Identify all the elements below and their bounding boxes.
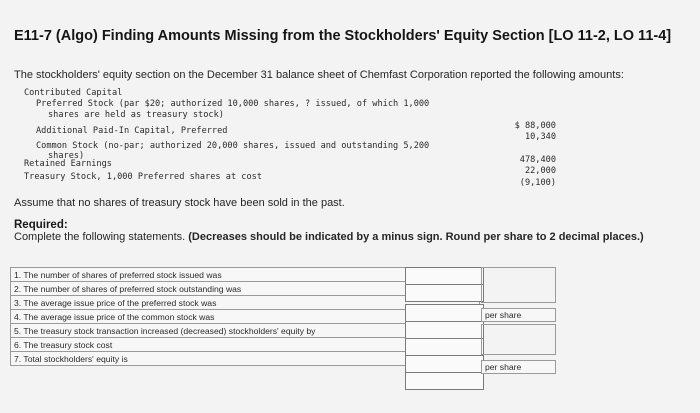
retained-earnings-value: 22,000 bbox=[524, 166, 556, 176]
preferred-stock-value: $ 88,000 bbox=[514, 121, 556, 131]
question-label: 7. Total stockholders' equity is bbox=[11, 352, 480, 366]
question-label: 3. The average issue price of the preferred stock was bbox=[11, 296, 480, 310]
preferred-stock-line2: shares are held as treasury stock) bbox=[48, 110, 224, 120]
retained-earnings-label: Retained Earnings bbox=[24, 159, 112, 169]
answer-input-5[interactable] bbox=[405, 338, 484, 356]
common-stock-line2: shares) bbox=[48, 151, 85, 161]
question-label: 4. The average issue price of the common stock was bbox=[11, 310, 480, 324]
treasury-stock-value: (9,100) bbox=[519, 178, 556, 188]
required-text: Complete the following statements. bbox=[14, 231, 186, 243]
question-label: 6. The treasury stock cost bbox=[11, 338, 480, 352]
assumption-text: Assume that no shares of treasury stock have been sold in the past. bbox=[14, 197, 345, 209]
unit-cell-blank bbox=[481, 324, 556, 355]
answer-input-6[interactable] bbox=[405, 355, 484, 373]
common-stock-value: 478,400 bbox=[519, 155, 556, 165]
required-heading: Required: bbox=[14, 219, 68, 231]
treasury-stock-label: Treasury Stock, 1,000 Preferred shares at cost bbox=[24, 172, 262, 182]
unit-cell-blank bbox=[481, 267, 556, 303]
intro-text: The stockholders' equity section on the December 31 balance sheet of Chemfast Corporation reported the following amounts: bbox=[14, 69, 624, 81]
answer-input-7[interactable] bbox=[405, 372, 484, 390]
apic-label: Additional Paid-In Capital, Preferred bbox=[36, 126, 228, 136]
page-title: E11-7 (Algo) Finding Amounts Missing from the Stockholders' Equity Section [LO 11-2, LO 11-4] bbox=[14, 28, 672, 44]
required-instructions bbox=[14, 231, 644, 243]
answer-input-1[interactable] bbox=[405, 267, 484, 285]
unit-per-share-3: per share bbox=[481, 308, 556, 322]
answer-input-4[interactable] bbox=[405, 321, 484, 339]
contributed-capital-label: Contributed Capital bbox=[24, 88, 123, 98]
required-bold-note: (Decreases should be indicated by a minus sign. Round per share to 2 decimal places.) bbox=[188, 231, 644, 243]
preferred-stock-line1: Preferred Stock (par $20; authorized 10,000 shares, ? issued, of which 1,000 bbox=[36, 99, 430, 109]
question-label: 2. The number of shares of preferred stock outstanding was bbox=[11, 282, 480, 296]
common-stock-line1: Common Stock (no-par; authorized 20,000 shares, issued and outstanding 5,200 bbox=[36, 141, 430, 151]
question-label: 1. The number of shares of preferred stock issued was bbox=[11, 268, 480, 282]
answer-input-2[interactable] bbox=[405, 284, 484, 302]
apic-value: 10,340 bbox=[524, 132, 556, 142]
unit-per-share-6: per share bbox=[481, 360, 556, 374]
answer-input-3[interactable] bbox=[405, 304, 484, 322]
question-label: 5. The treasury stock transaction increased (decreased) stockholders' equity by bbox=[11, 324, 480, 338]
